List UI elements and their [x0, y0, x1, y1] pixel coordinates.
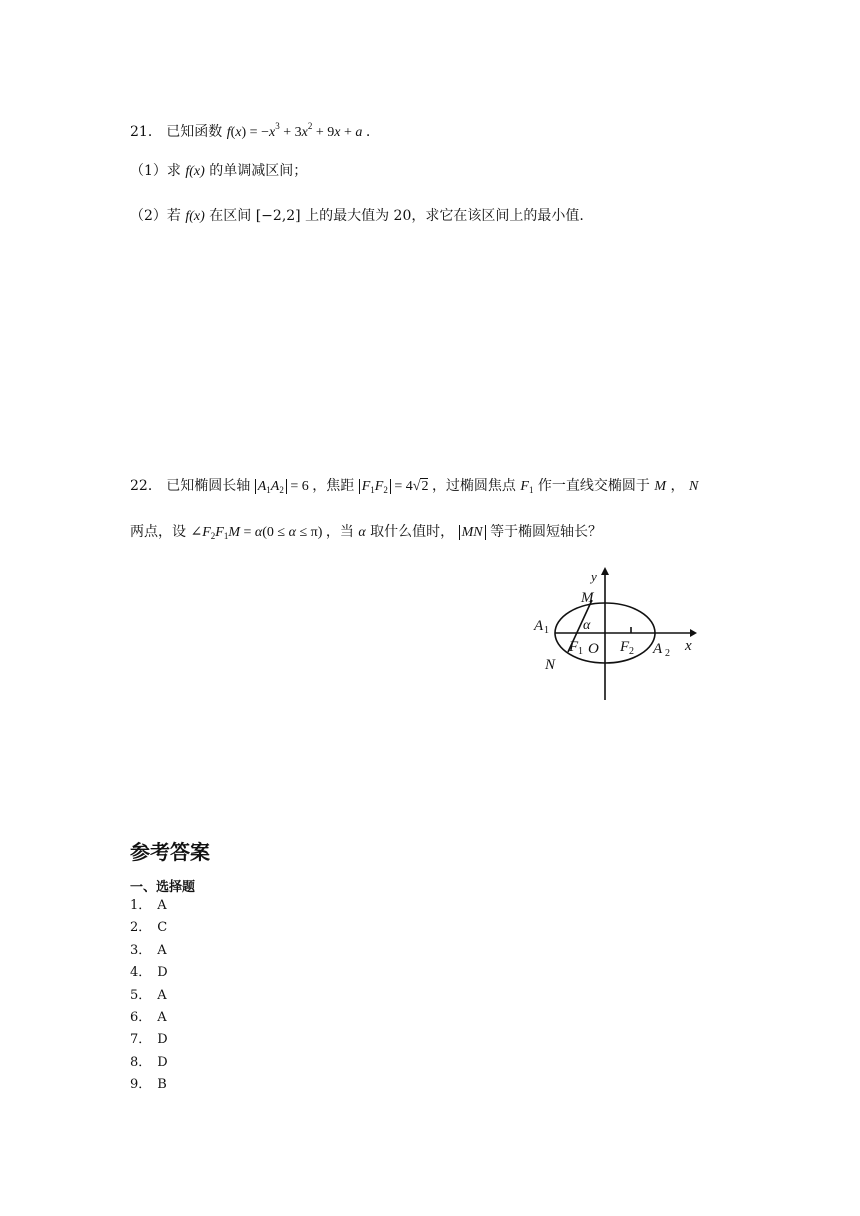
q22-line2-t4: 等于椭圆短轴长？	[490, 524, 603, 540]
fig-f2-sub: 2	[629, 646, 634, 657]
answer-list	[130, 897, 168, 1099]
q22-t3: ，过椭圆焦点	[431, 478, 516, 494]
q22-line2	[130, 522, 602, 546]
q21-part1-text: 的单调减区间；	[209, 163, 308, 179]
fig-f1-label: F	[569, 639, 579, 655]
q21-part1-func: f(x)	[185, 164, 205, 179]
answer-item: 3． A	[130, 942, 167, 958]
q21-part2-text: 上的最大值为 20，求它在该区间上的最小值.	[305, 208, 584, 224]
q21-formula: $f(x) = -x^3 + 3x^2 + 9x + a$	[226, 121, 366, 140]
q21-part1-label: （1）求	[130, 163, 181, 179]
answers-heading: 参考答案	[130, 840, 210, 864]
q22-t5: ，	[670, 478, 685, 494]
q21-part2	[130, 206, 584, 227]
fig-o-label: O	[588, 641, 599, 657]
fig-n-label: N	[545, 657, 556, 673]
answer-item: 7． D	[130, 1032, 168, 1048]
answers-section-title: 一、选择题	[130, 880, 196, 895]
answer-item: 1． A	[130, 898, 167, 913]
fig-alpha-label: α	[583, 618, 591, 633]
q22-focus: $F_1$	[520, 479, 534, 495]
q22-angle-def: $\angle F_2F_1M = \alpha(0 \le \alpha \le \pi)$	[190, 525, 323, 541]
fig-a2-sub: 2	[665, 648, 670, 659]
q22-t2: ，焦距	[312, 478, 355, 494]
fig-x-label: x	[685, 638, 692, 654]
answer-item: 2． C	[130, 920, 168, 936]
q22-t1: 已知椭圆长轴	[166, 478, 251, 494]
q22-number: 22．	[130, 478, 162, 494]
fig-a2-label: A	[653, 641, 663, 657]
q21-part2-mid: 在区间	[209, 208, 252, 224]
q21-stem	[130, 116, 370, 143]
q22-alpha: α	[358, 525, 366, 540]
fig-a1-label: A	[534, 618, 544, 634]
fig-y-label: y	[591, 569, 597, 584]
answer-item: 4． D	[130, 965, 168, 981]
q21-part2-interval: [−2,2]	[255, 208, 301, 224]
q22-line2-t1: 两点，设	[130, 524, 186, 540]
fig-m-label: M	[581, 590, 594, 606]
fig-f1-sub: 1	[578, 646, 583, 657]
q21-part2-func: f(x)	[185, 209, 205, 224]
answer-item: 8． D	[130, 1054, 168, 1070]
fig-f2-label: F	[620, 639, 630, 655]
q21-part1	[130, 161, 307, 182]
y-axis-arrow-icon	[601, 567, 609, 575]
q22-line1	[130, 476, 698, 500]
ellipse-figure	[525, 565, 705, 705]
answer-item: 5． A	[130, 987, 167, 1003]
fig-a1-sub: 1	[544, 625, 549, 636]
answer-item: 9． B	[130, 1077, 167, 1093]
q22-line2-t2: ，当	[325, 524, 354, 540]
q22-t4: 作一直线交椭圆于	[537, 478, 650, 494]
q21-part2-label: （2）若	[130, 208, 181, 224]
q21-prefix: 已知函数	[166, 124, 223, 140]
q22-mn: MN	[459, 525, 486, 540]
q21-number: 21．	[130, 124, 162, 140]
q22-focal: $F_1F_2 = 4√2$	[359, 478, 432, 494]
x-axis-arrow-icon	[690, 629, 697, 637]
q22-point-n: N	[688, 479, 699, 494]
answer-item: 6． A	[130, 1009, 167, 1025]
q22-point-m: M	[654, 479, 667, 494]
q22-major-axis: $A_1A_2 = 6$	[255, 479, 313, 494]
q21-suffix: .	[365, 124, 371, 140]
q22-line2-t3: 取什么值时，	[370, 524, 455, 540]
